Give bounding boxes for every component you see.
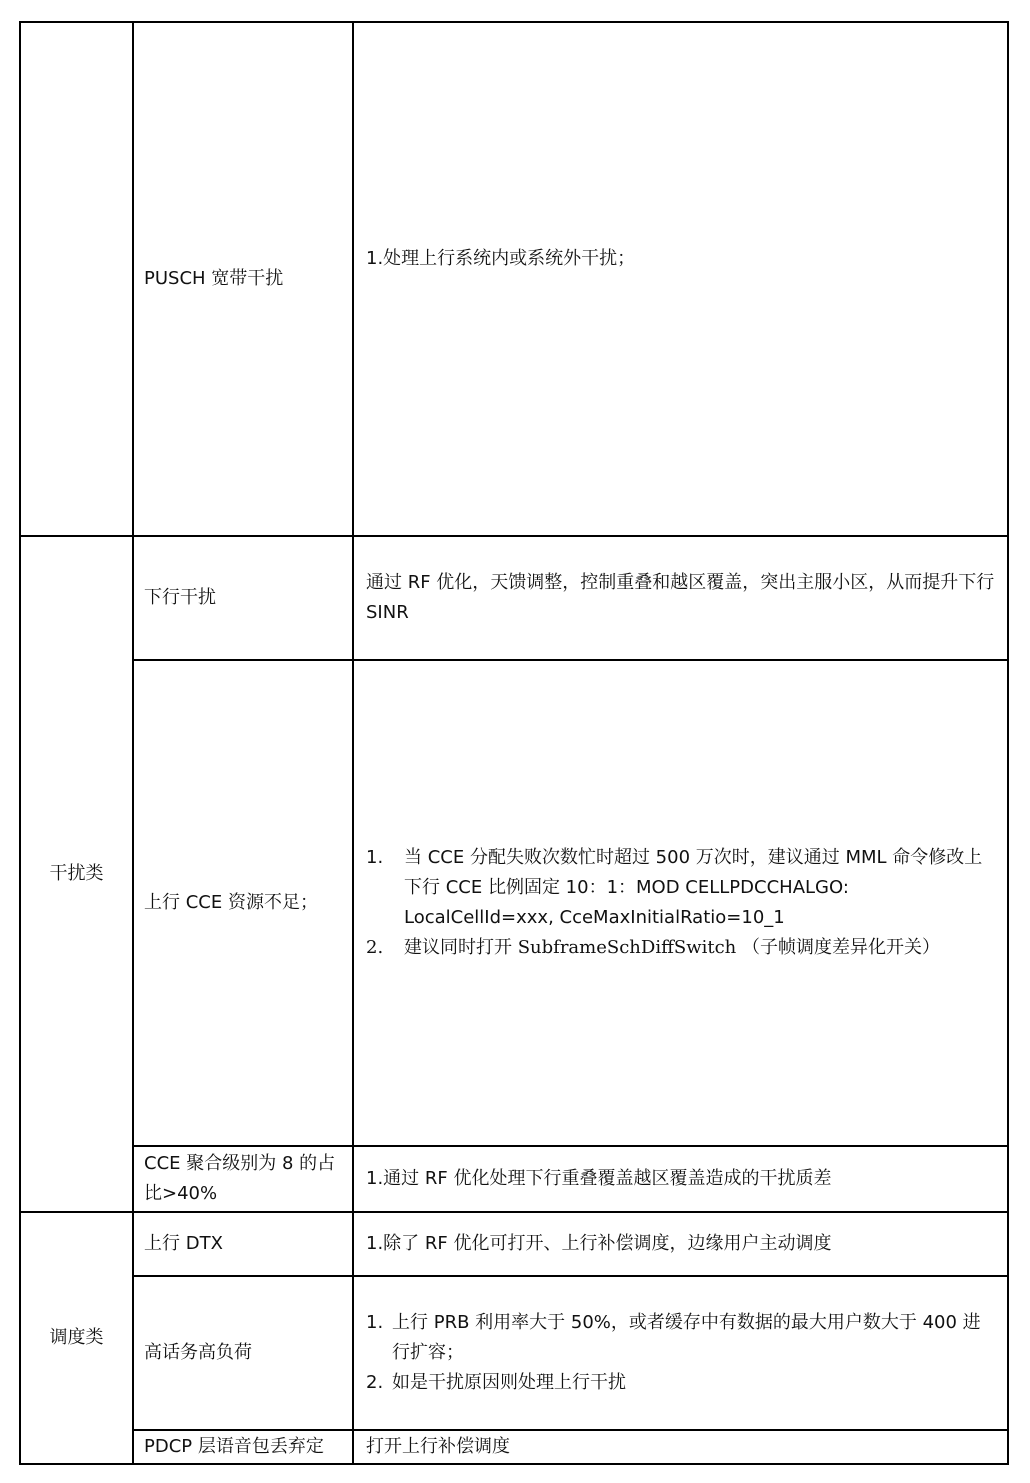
item-label: 下行干扰 xyxy=(144,587,216,608)
description-cell xyxy=(353,22,1008,536)
item-cell xyxy=(133,660,353,1146)
category-label: 调度类 xyxy=(49,1327,104,1348)
item-cell xyxy=(133,1430,353,1464)
item-label: 高话务高负荷 xyxy=(144,1342,252,1363)
steps-list xyxy=(366,1308,995,1398)
table-row xyxy=(20,1276,1008,1430)
list-item xyxy=(366,933,995,963)
description-cell xyxy=(353,1212,1008,1276)
table-row xyxy=(20,536,1008,660)
step-number: 1. xyxy=(366,1312,384,1333)
step-number: 2. xyxy=(366,937,384,958)
item-cell xyxy=(133,22,353,536)
table-row xyxy=(20,22,1008,536)
description-text: 通过 RF 优化，天馈调整，控制重叠和越区覆盖，突出主服小区，从而提升下行 SINR xyxy=(366,572,995,623)
step-text: 建议同时打开 SubframeSchDiffSwitch （子帧调度差异化开关） xyxy=(404,937,940,958)
list-item xyxy=(366,1308,995,1368)
description-text: 1.通过 RF 优化处理下行重叠覆盖越区覆盖造成的干扰质差 xyxy=(366,1168,832,1189)
description-cell xyxy=(353,660,1008,1146)
step-text: 上行 PRB 利用率大于 50%，或者缓存中有数据的最大用户数大于 400 进行扩容； xyxy=(392,1312,981,1363)
item-label: PDCP 层语音包丢弃定 xyxy=(144,1436,324,1457)
description-cell xyxy=(353,1430,1008,1464)
item-label: 上行 DTX xyxy=(144,1233,223,1254)
measures-table xyxy=(19,21,1009,1465)
list-item xyxy=(366,1368,995,1398)
step-text: 当 CCE 分配失败次数忙时超过 500 万次时，建议通过 MML 命令修改上下行 CCE 比例固定 10：1：MOD CELLPDCCHALGO: LocalCellId=xxx, CceMaxInitialRatio=10_1 xyxy=(404,847,983,928)
category-cell xyxy=(20,536,133,1212)
steps-list xyxy=(366,843,995,963)
item-label: CCE 聚合级别为 8 的占比>40% xyxy=(144,1153,336,1204)
description-text: 打开上行补偿调度 xyxy=(366,1436,510,1457)
item-cell xyxy=(133,1276,353,1430)
description-cell xyxy=(353,1146,1008,1212)
step-text: 如是干扰原因则处理上行干扰 xyxy=(392,1372,626,1393)
item-label: PUSCH 宽带干扰 xyxy=(144,268,284,289)
category-cell-empty xyxy=(20,22,133,536)
list-item xyxy=(366,843,995,933)
table-row xyxy=(20,1212,1008,1276)
table-row xyxy=(20,1146,1008,1212)
description-text: 1.处理上行系统内或系统外干扰； xyxy=(366,248,636,269)
item-cell xyxy=(133,1146,353,1212)
table-row xyxy=(20,1430,1008,1464)
step-number: 2. xyxy=(366,1372,384,1393)
table-row xyxy=(20,660,1008,1146)
item-cell xyxy=(133,1212,353,1276)
step-number: 1. xyxy=(366,847,384,868)
category-label: 干扰类 xyxy=(49,863,104,884)
item-cell xyxy=(133,536,353,660)
description-cell xyxy=(353,536,1008,660)
description-cell xyxy=(353,1276,1008,1430)
category-cell xyxy=(20,1212,133,1464)
item-label: 上行 CCE 资源不足； xyxy=(144,892,318,913)
description-text: 1.除了 RF 优化可打开、上行补偿调度，边缘用户主动调度 xyxy=(366,1233,832,1254)
